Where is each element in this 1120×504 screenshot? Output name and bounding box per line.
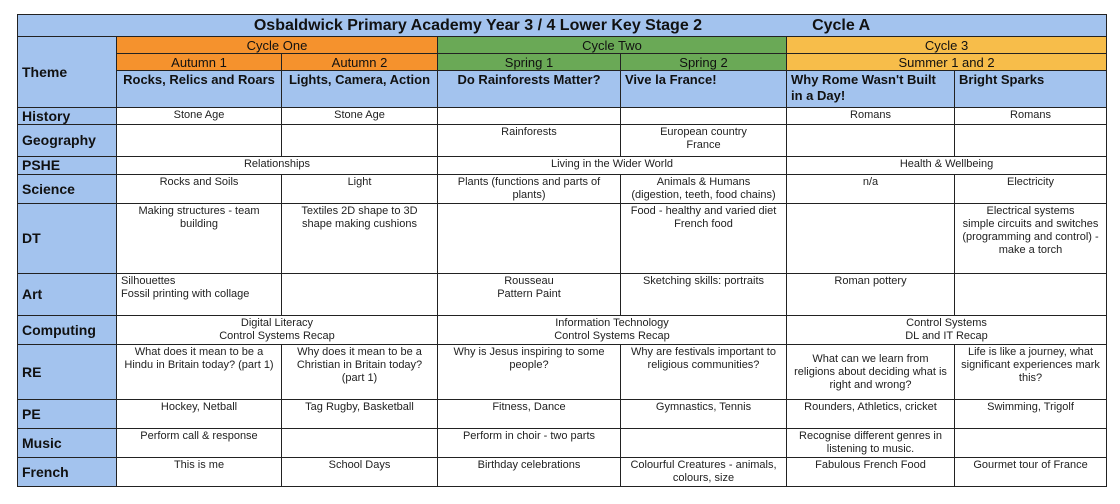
table-cell (955, 125, 1107, 157)
table-cell: Recognise different genres in listening to music. (787, 429, 955, 458)
table-cell: Living in the Wider World (438, 157, 787, 175)
term-autumn-1: Autumn 1 (117, 54, 282, 71)
table-cell: Fitness, Dance (438, 400, 621, 429)
table-cell: Food - healthy and varied diet French food (621, 204, 787, 274)
table-cell (787, 204, 955, 274)
table-cell: Light (282, 175, 438, 204)
theme-cell: Why Rome Wasn't Built in a Day! (787, 71, 955, 108)
theme-cell: Vive la France! (621, 71, 787, 108)
table-cell: Information Technology Control Systems Recap (438, 316, 787, 345)
term-spring-1: Spring 1 (438, 54, 621, 71)
table-cell: Animals & Humans (digestion, teeth, food chains) (621, 175, 787, 204)
table-cell (955, 274, 1107, 316)
table-cell: Perform in choir - two parts (438, 429, 621, 458)
table-cell: Birthday celebrations (438, 458, 621, 487)
table-cell: European country France (621, 125, 787, 157)
table-cell: Electrical systems simple circuits and switches (programming and control) - make a torch (955, 204, 1107, 274)
row-label-theme: Theme (18, 37, 117, 108)
table-cell (282, 125, 438, 157)
table-cell: Sketching skills: portraits (621, 274, 787, 316)
title-text: Osbaldwick Primary Academy Year 3 / 4 Lower Key Stage 2 (253, 17, 703, 34)
term-summer: Summer 1 and 2 (787, 54, 1107, 71)
table-cell (438, 204, 621, 274)
row-label-computing: Computing (18, 316, 117, 345)
theme-cell: Lights, Camera, Action (282, 71, 438, 108)
table-cell: Rousseau Pattern Paint (438, 274, 621, 316)
table-cell: Roman pottery (787, 274, 955, 316)
page-title (18, 15, 1107, 37)
table-cell: Stone Age (117, 108, 282, 125)
table-cell: Rocks and Soils (117, 175, 282, 204)
table-cell: Making structures - team building (117, 204, 282, 274)
table-cell: Silhouettes Fossil printing with collage (117, 274, 282, 316)
term-autumn-2: Autumn 2 (282, 54, 438, 71)
table-cell (117, 125, 282, 157)
table-cell: Gourmet tour of France (955, 458, 1107, 487)
row-label-history: History (18, 108, 117, 125)
table-cell: Colourful Creatures - animals, colours, size (621, 458, 787, 487)
table-cell (282, 274, 438, 316)
row-label-music: Music (18, 429, 117, 458)
table-cell: Life is like a journey, what significant experiences mark this? (955, 345, 1107, 400)
table-cell (438, 108, 621, 125)
table-cell: Control Systems DL and IT Recap (787, 316, 1107, 345)
table-cell: Fabulous French Food (787, 458, 955, 487)
table-cell: Why does it mean to be a Christian in Britain today? (part 1) (282, 345, 438, 400)
cycle-three-header: Cycle 3 (787, 37, 1107, 54)
theme-cell: Rocks, Relics and Roars (117, 71, 282, 108)
row-label-pe: PE (18, 400, 117, 429)
table-cell: What does it mean to be a Hindu in Britain today? (part 1) (117, 345, 282, 400)
table-cell: Electricity (955, 175, 1107, 204)
table-cell: This is me (117, 458, 282, 487)
table-cell: What can we learn from religions about deciding what is right and wrong? (787, 345, 955, 400)
table-cell (955, 429, 1107, 458)
theme-cell: Do Rainforests Matter? (438, 71, 621, 108)
table-cell: Tag Rugby, Basketball (282, 400, 438, 429)
table-cell: Rounders, Athletics, cricket (787, 400, 955, 429)
table-cell: n/a (787, 175, 955, 204)
row-label-pshe: PSHE (18, 157, 117, 175)
row-label-geography: Geography (18, 125, 117, 157)
row-label-art: Art (18, 274, 117, 316)
cycle-two-header: Cycle Two (438, 37, 787, 54)
theme-cell: Bright Sparks (955, 71, 1107, 108)
table-cell: Hockey, Netball (117, 400, 282, 429)
cycle-label: Cycle A (812, 17, 871, 34)
table-cell: Swimming, Trigolf (955, 400, 1107, 429)
table-cell: Why is Jesus inspiring to some people? (438, 345, 621, 400)
table-cell: Plants (functions and parts of plants) (438, 175, 621, 204)
table-cell: Textiles 2D shape to 3D shape making cushions (282, 204, 438, 274)
table-cell: Romans (787, 108, 955, 125)
table-cell: Digital Literacy Control Systems Recap (117, 316, 438, 345)
row-label-re: RE (18, 345, 117, 400)
table-cell: Rainforests (438, 125, 621, 157)
table-cell: Gymnastics, Tennis (621, 400, 787, 429)
table-cell (621, 429, 787, 458)
row-label-dt: DT (18, 204, 117, 274)
table-cell: School Days (282, 458, 438, 487)
table-cell: Perform call & response (117, 429, 282, 458)
table-cell (621, 108, 787, 125)
cycle-one-header: Cycle One (117, 37, 438, 54)
row-label-science: Science (18, 175, 117, 204)
table-cell: Romans (955, 108, 1107, 125)
table-cell (787, 125, 955, 157)
table-cell: Relationships (117, 157, 438, 175)
table-cell: Stone Age (282, 108, 438, 125)
table-cell: Why are festivals important to religious communities? (621, 345, 787, 400)
table-cell: Health & Wellbeing (787, 157, 1107, 175)
curriculum-table (17, 14, 1107, 487)
table-cell (282, 429, 438, 458)
term-spring-2: Spring 2 (621, 54, 787, 71)
row-label-french: French (18, 458, 117, 487)
